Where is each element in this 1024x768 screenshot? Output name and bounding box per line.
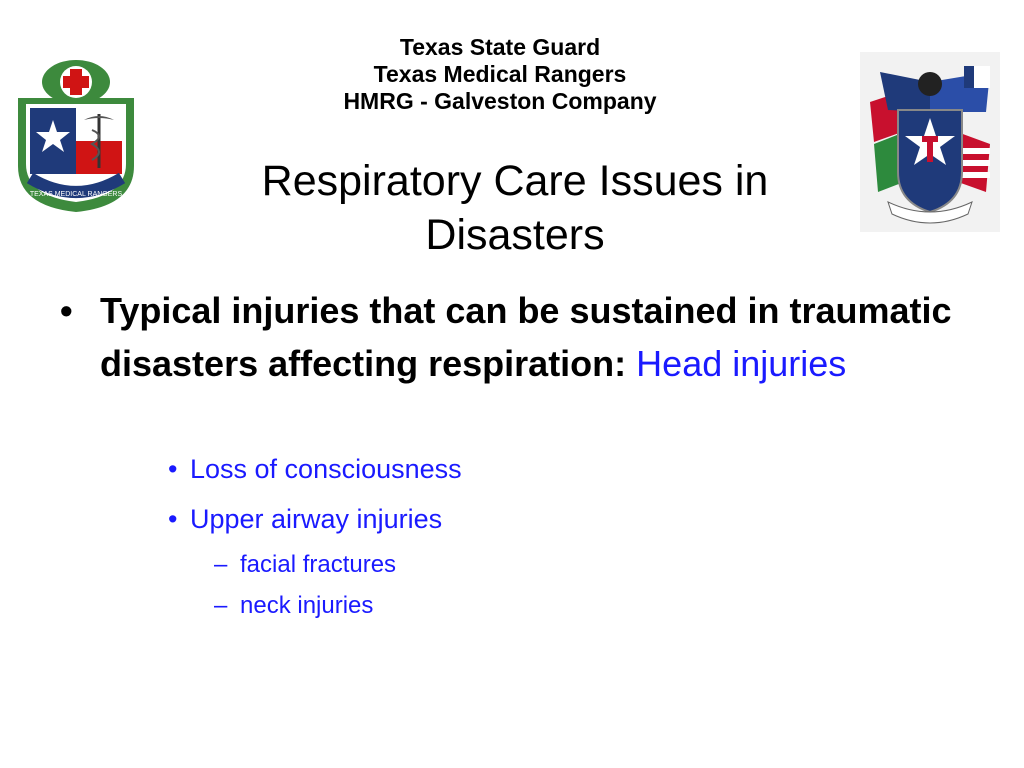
sub-bullet-1 [168, 454, 462, 485]
sub-bullet-glyph: • [168, 504, 178, 534]
bullet-glyph: • [60, 290, 73, 331]
title-line-1: Respiratory Care Issues in [261, 157, 769, 205]
sub-bullet-text: Loss of consciousness [190, 454, 462, 484]
header-line-3: HMRG - Galveston Company [343, 88, 657, 114]
sub-sub-bullet-1 [214, 551, 397, 579]
slide-header [200, 34, 800, 115]
logo-ring-text: TEXAS MEDICAL RANGERS [29, 191, 123, 198]
sub-bullet-glyph: • [168, 454, 178, 484]
medical-rangers-shield-icon [12, 56, 140, 214]
sub-bullet-2 [168, 504, 443, 535]
sub-sub-bullet-text: facial fractures [240, 551, 397, 578]
six-flags-shield-icon [860, 52, 1000, 232]
main-bullet-text: Typical injuries that can be sustained in traumatic disasters affecting respiration: [100, 290, 952, 384]
main-bullet [60, 284, 980, 390]
dash-glyph: – [214, 592, 228, 619]
sub-bullet-text: Upper airway injuries [190, 504, 443, 534]
header-line-2: Texas Medical Rangers [373, 61, 627, 87]
main-bullet-highlight: Head injuries [636, 343, 847, 384]
dash-glyph: – [214, 551, 228, 578]
title-line-2: Disasters [425, 211, 605, 259]
sub-sub-bullet-2 [214, 592, 374, 620]
header-line-1: Texas State Guard [399, 34, 601, 60]
slide-title [170, 154, 860, 262]
sub-sub-bullet-text: neck injuries [240, 592, 374, 619]
